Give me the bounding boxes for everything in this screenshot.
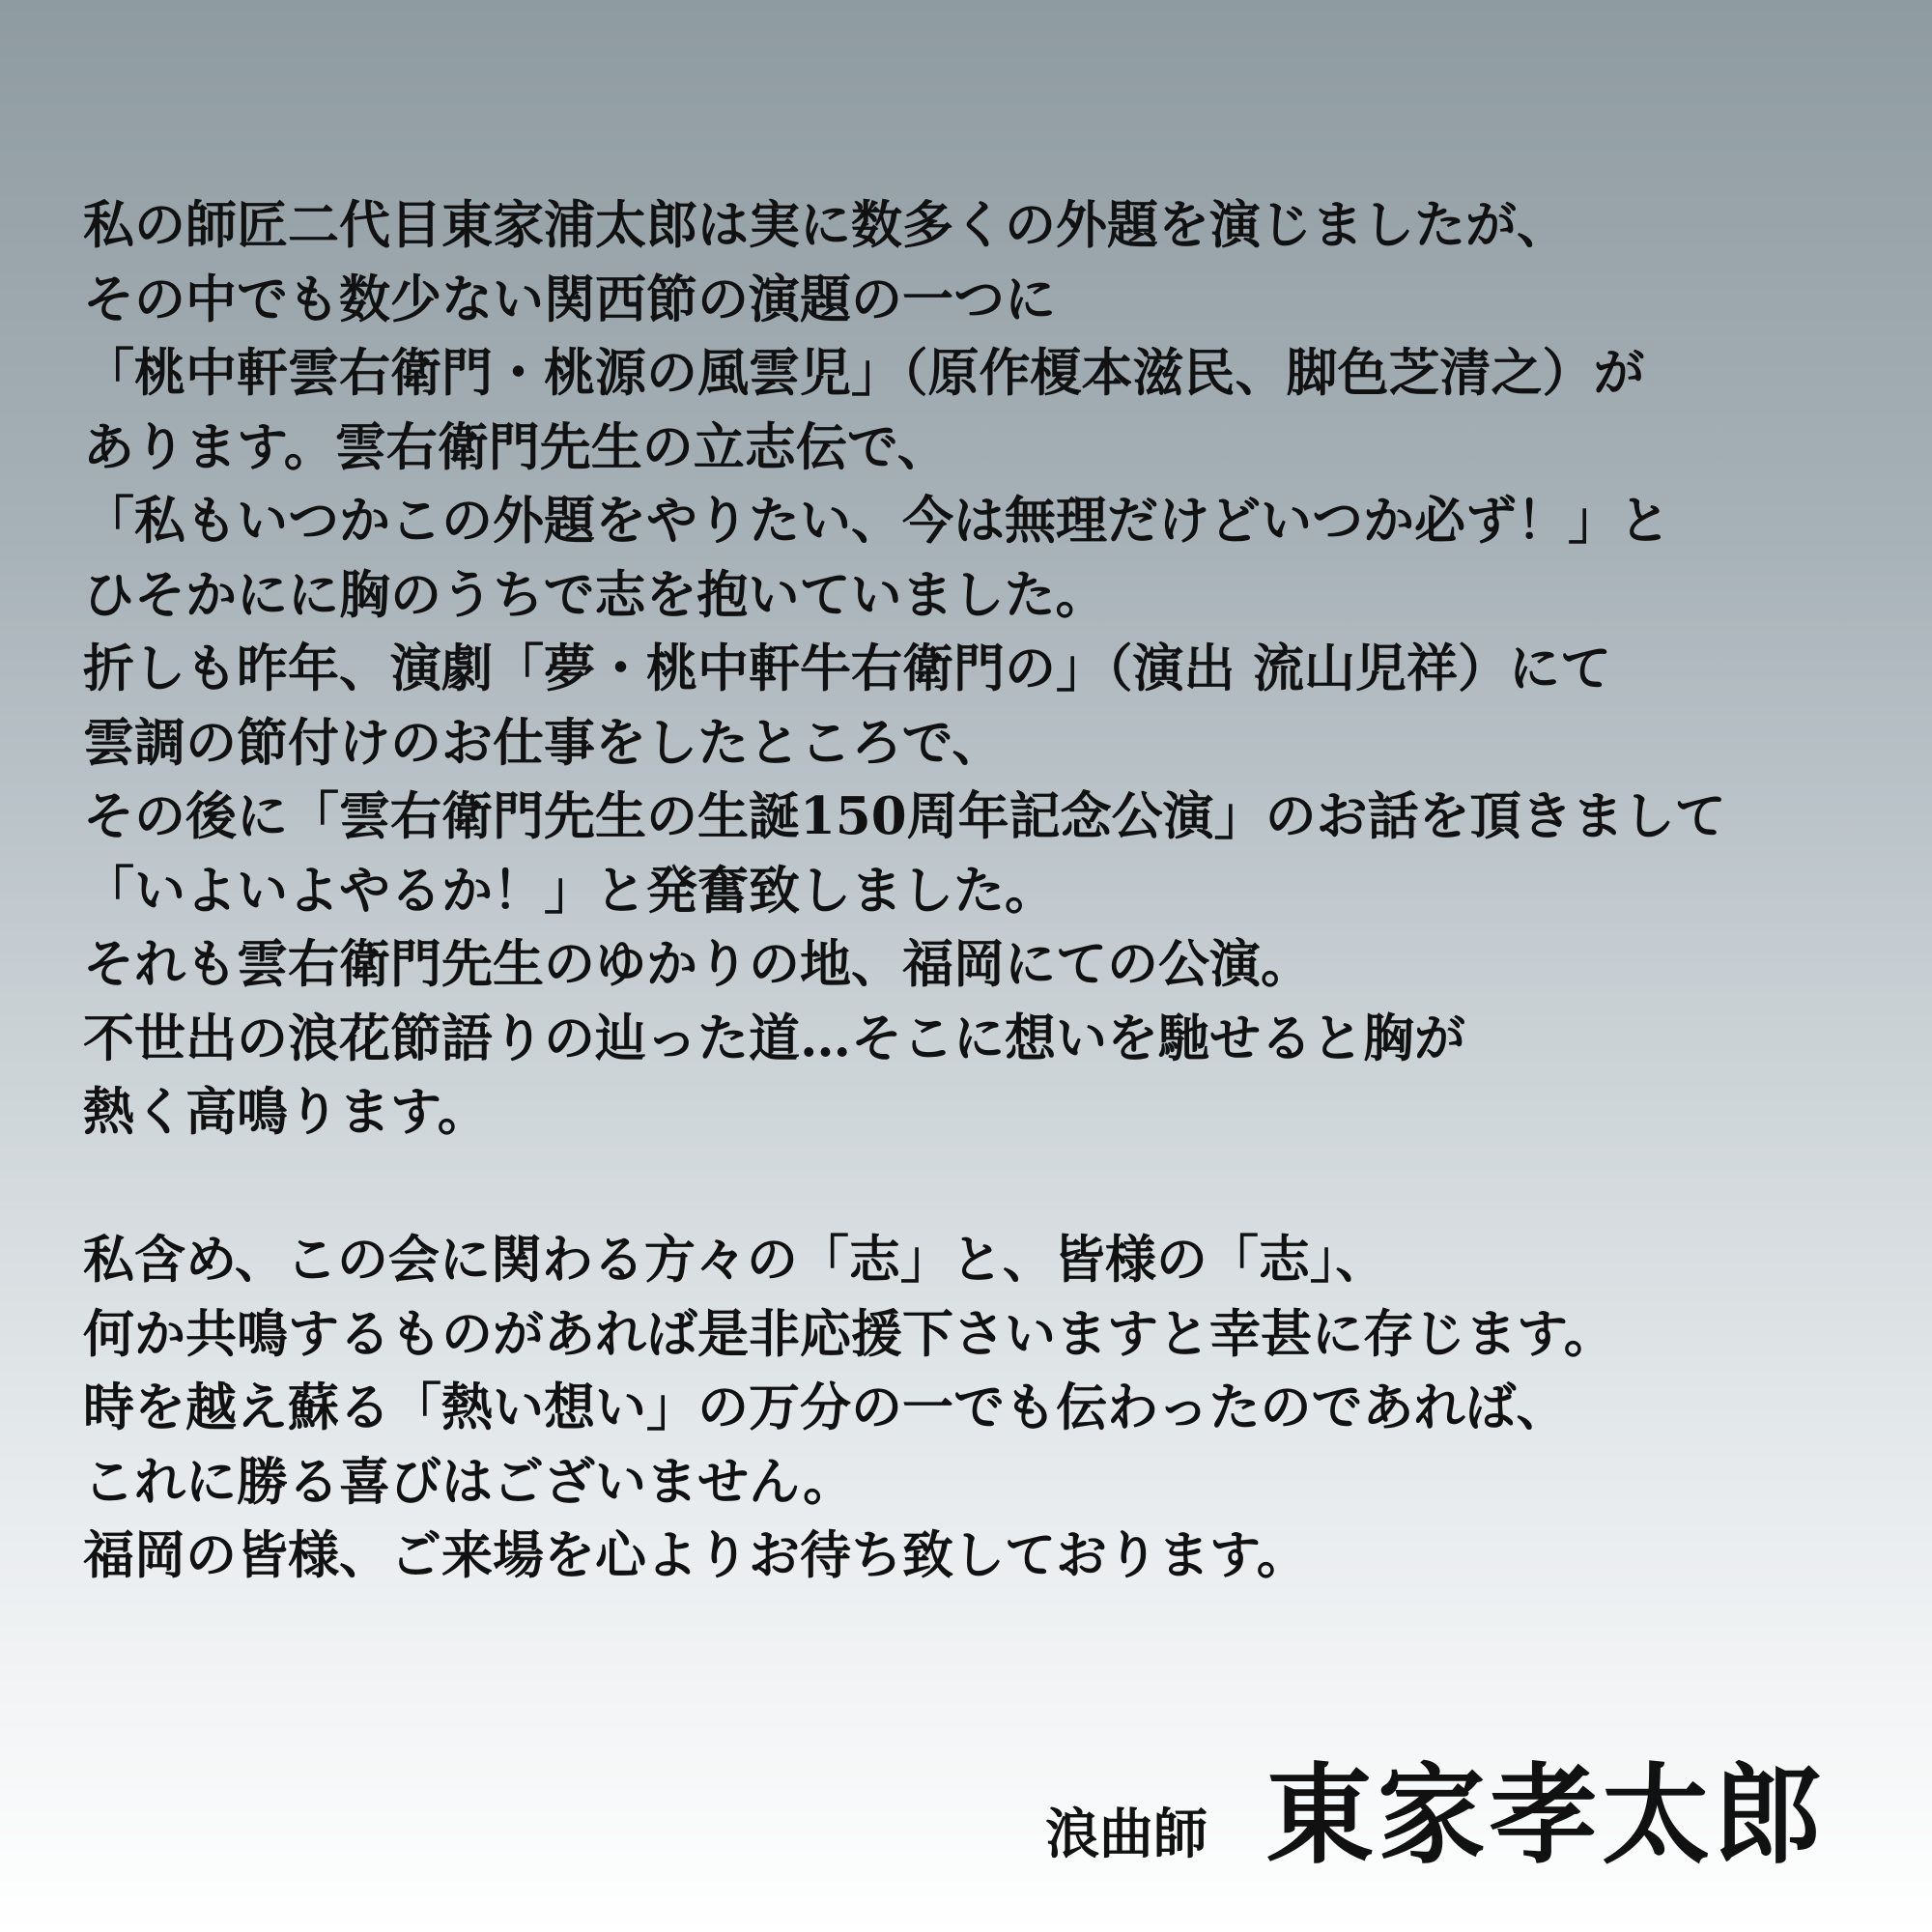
letter-body <box>83 188 1899 1593</box>
letter-line: 私の師匠二代目東家浦太郎は実に数多くの外題を演じましたが、 <box>83 195 1568 255</box>
signature-role: 浪曲師 <box>1045 1803 1208 1866</box>
letter-line: 時を越え蘇る「熱い想い」の万分の一でも伝わったのであれば、 <box>83 1378 1568 1437</box>
letter-line: あります。雲右衛門先生の立志伝で、 <box>83 416 949 477</box>
signature-name: 東家孝太郎 <box>1265 1752 1826 1879</box>
letter-line: 何か共鳴するものがあれば是非応援下さいますと幸甚に存じます。 <box>83 1303 1615 1364</box>
letter-line: 雲調の節付けのお仕事をしたところで、 <box>83 712 1004 773</box>
letter-line: 「いよいよやるか！」と発奮致しました。 <box>83 860 1056 921</box>
letter-line: 福岡の皆様、ご来場を心よりお待ち致しております。 <box>83 1525 1308 1585</box>
letter-line: 私含め、この会に関わる方々の「志」と、皆様の「志」、 <box>83 1230 1387 1290</box>
letter-line: これに勝る喜びはございません。 <box>83 1451 855 1512</box>
signature <box>1045 1729 1826 1885</box>
letter-line: それも雲右衛門先生のゆかりの地、福岡にての公演。 <box>83 934 1312 994</box>
letter-line: 「私もいつかこの外題をやりたい、今は無理だけどいつか必ず！」と <box>83 491 1670 551</box>
letter-line: ひそかにに胸のうちで志を抱いていました。 <box>83 564 1107 625</box>
letter-line: 折しも昨年、演劇「夢・桃中軒牛右衛門の」（演出 流山児祥）にて <box>83 639 1611 698</box>
paragraph-break <box>83 1150 1899 1224</box>
letter-line: 熱く高鳴ります。 <box>83 1082 489 1142</box>
letter-line: 「桃中軒雲右衛門・桃源の風雲児」（原作榎本滋民、脚色芝清之）が <box>83 343 1645 403</box>
letter-line: 不世出の浪花節語りの辿った道…そこに想いを馳せると胸が <box>83 1008 1465 1068</box>
letter-line: その後に「雲右衛門先生の生誕150周年記念公演」のお話を頂きまして <box>83 786 1726 846</box>
letter-line: その中でも数少ない関西節の演題の一つに <box>83 269 1056 329</box>
